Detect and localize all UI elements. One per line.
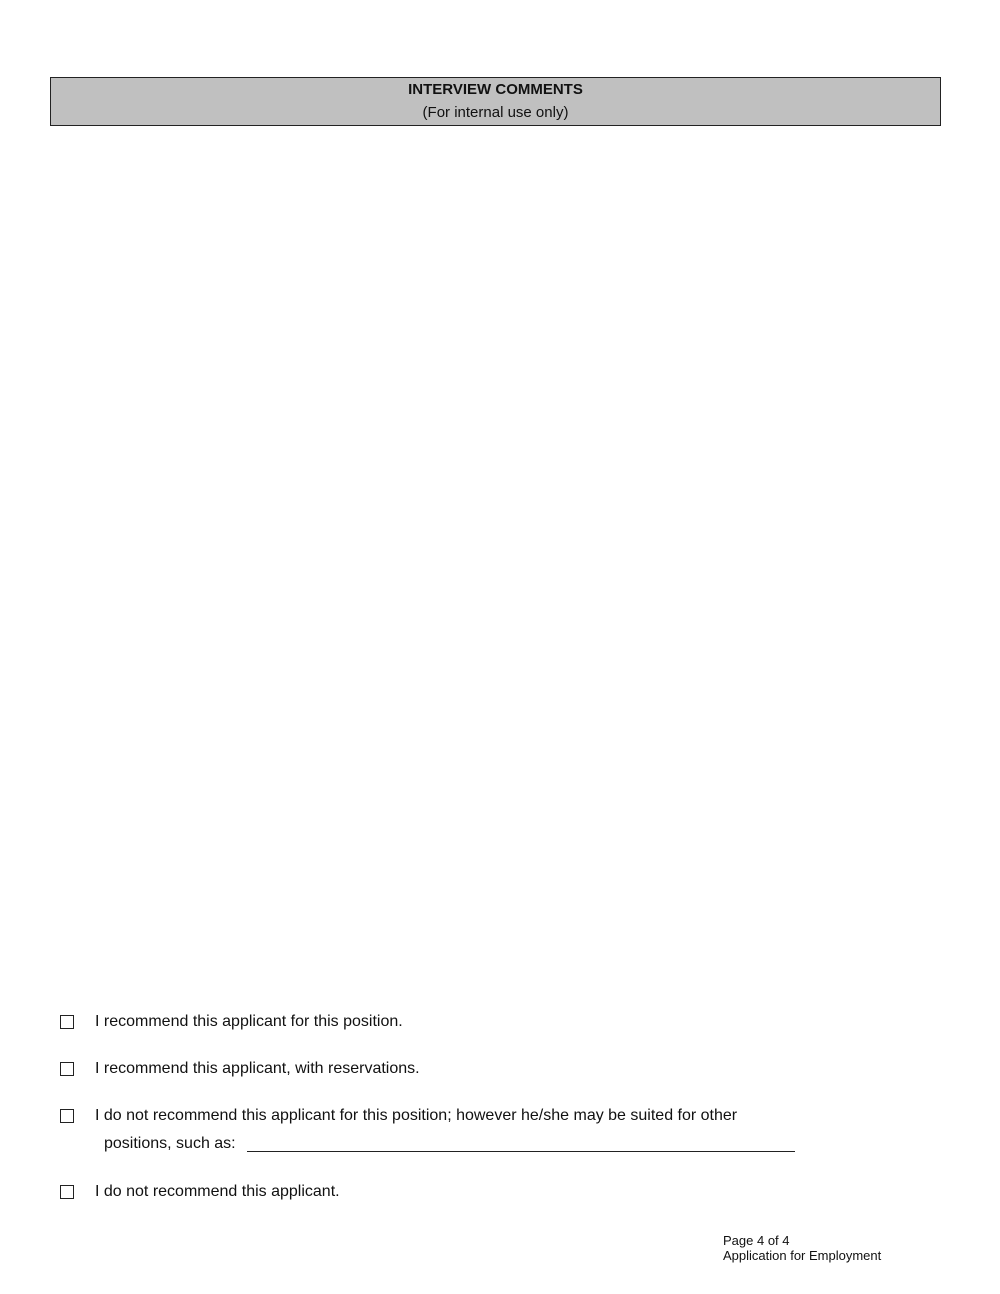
recommend-with-reservations-checkbox[interactable]	[60, 1062, 74, 1076]
page-number: Page 4 of 4	[723, 1233, 790, 1248]
not-recommend-checkbox[interactable]	[60, 1185, 74, 1199]
interview-comments-area[interactable]	[50, 128, 941, 998]
section-title: INTERVIEW COMMENTS	[408, 81, 583, 98]
document-title: Application for Employment	[723, 1248, 882, 1263]
recommend-with-reservations-label: I recommend this applicant, with reservations.	[95, 1060, 420, 1077]
section-subtitle: (For internal use only)	[422, 104, 569, 121]
other-positions-fill-line[interactable]	[247, 1151, 795, 1152]
other-positions-continuation: positions, such as:	[104, 1135, 236, 1152]
other-positions-label: I do not recommend this applicant for this position; however he/she may be suited for other	[95, 1107, 738, 1124]
recommend-checkbox[interactable]	[60, 1015, 74, 1029]
recommend-label: I recommend this applicant for this position.	[95, 1013, 403, 1030]
section-header	[50, 77, 941, 126]
not-recommend-label: I do not recommend this applicant.	[95, 1183, 340, 1200]
page-footer	[723, 1233, 881, 1263]
other-positions-checkbox[interactable]	[60, 1109, 74, 1123]
